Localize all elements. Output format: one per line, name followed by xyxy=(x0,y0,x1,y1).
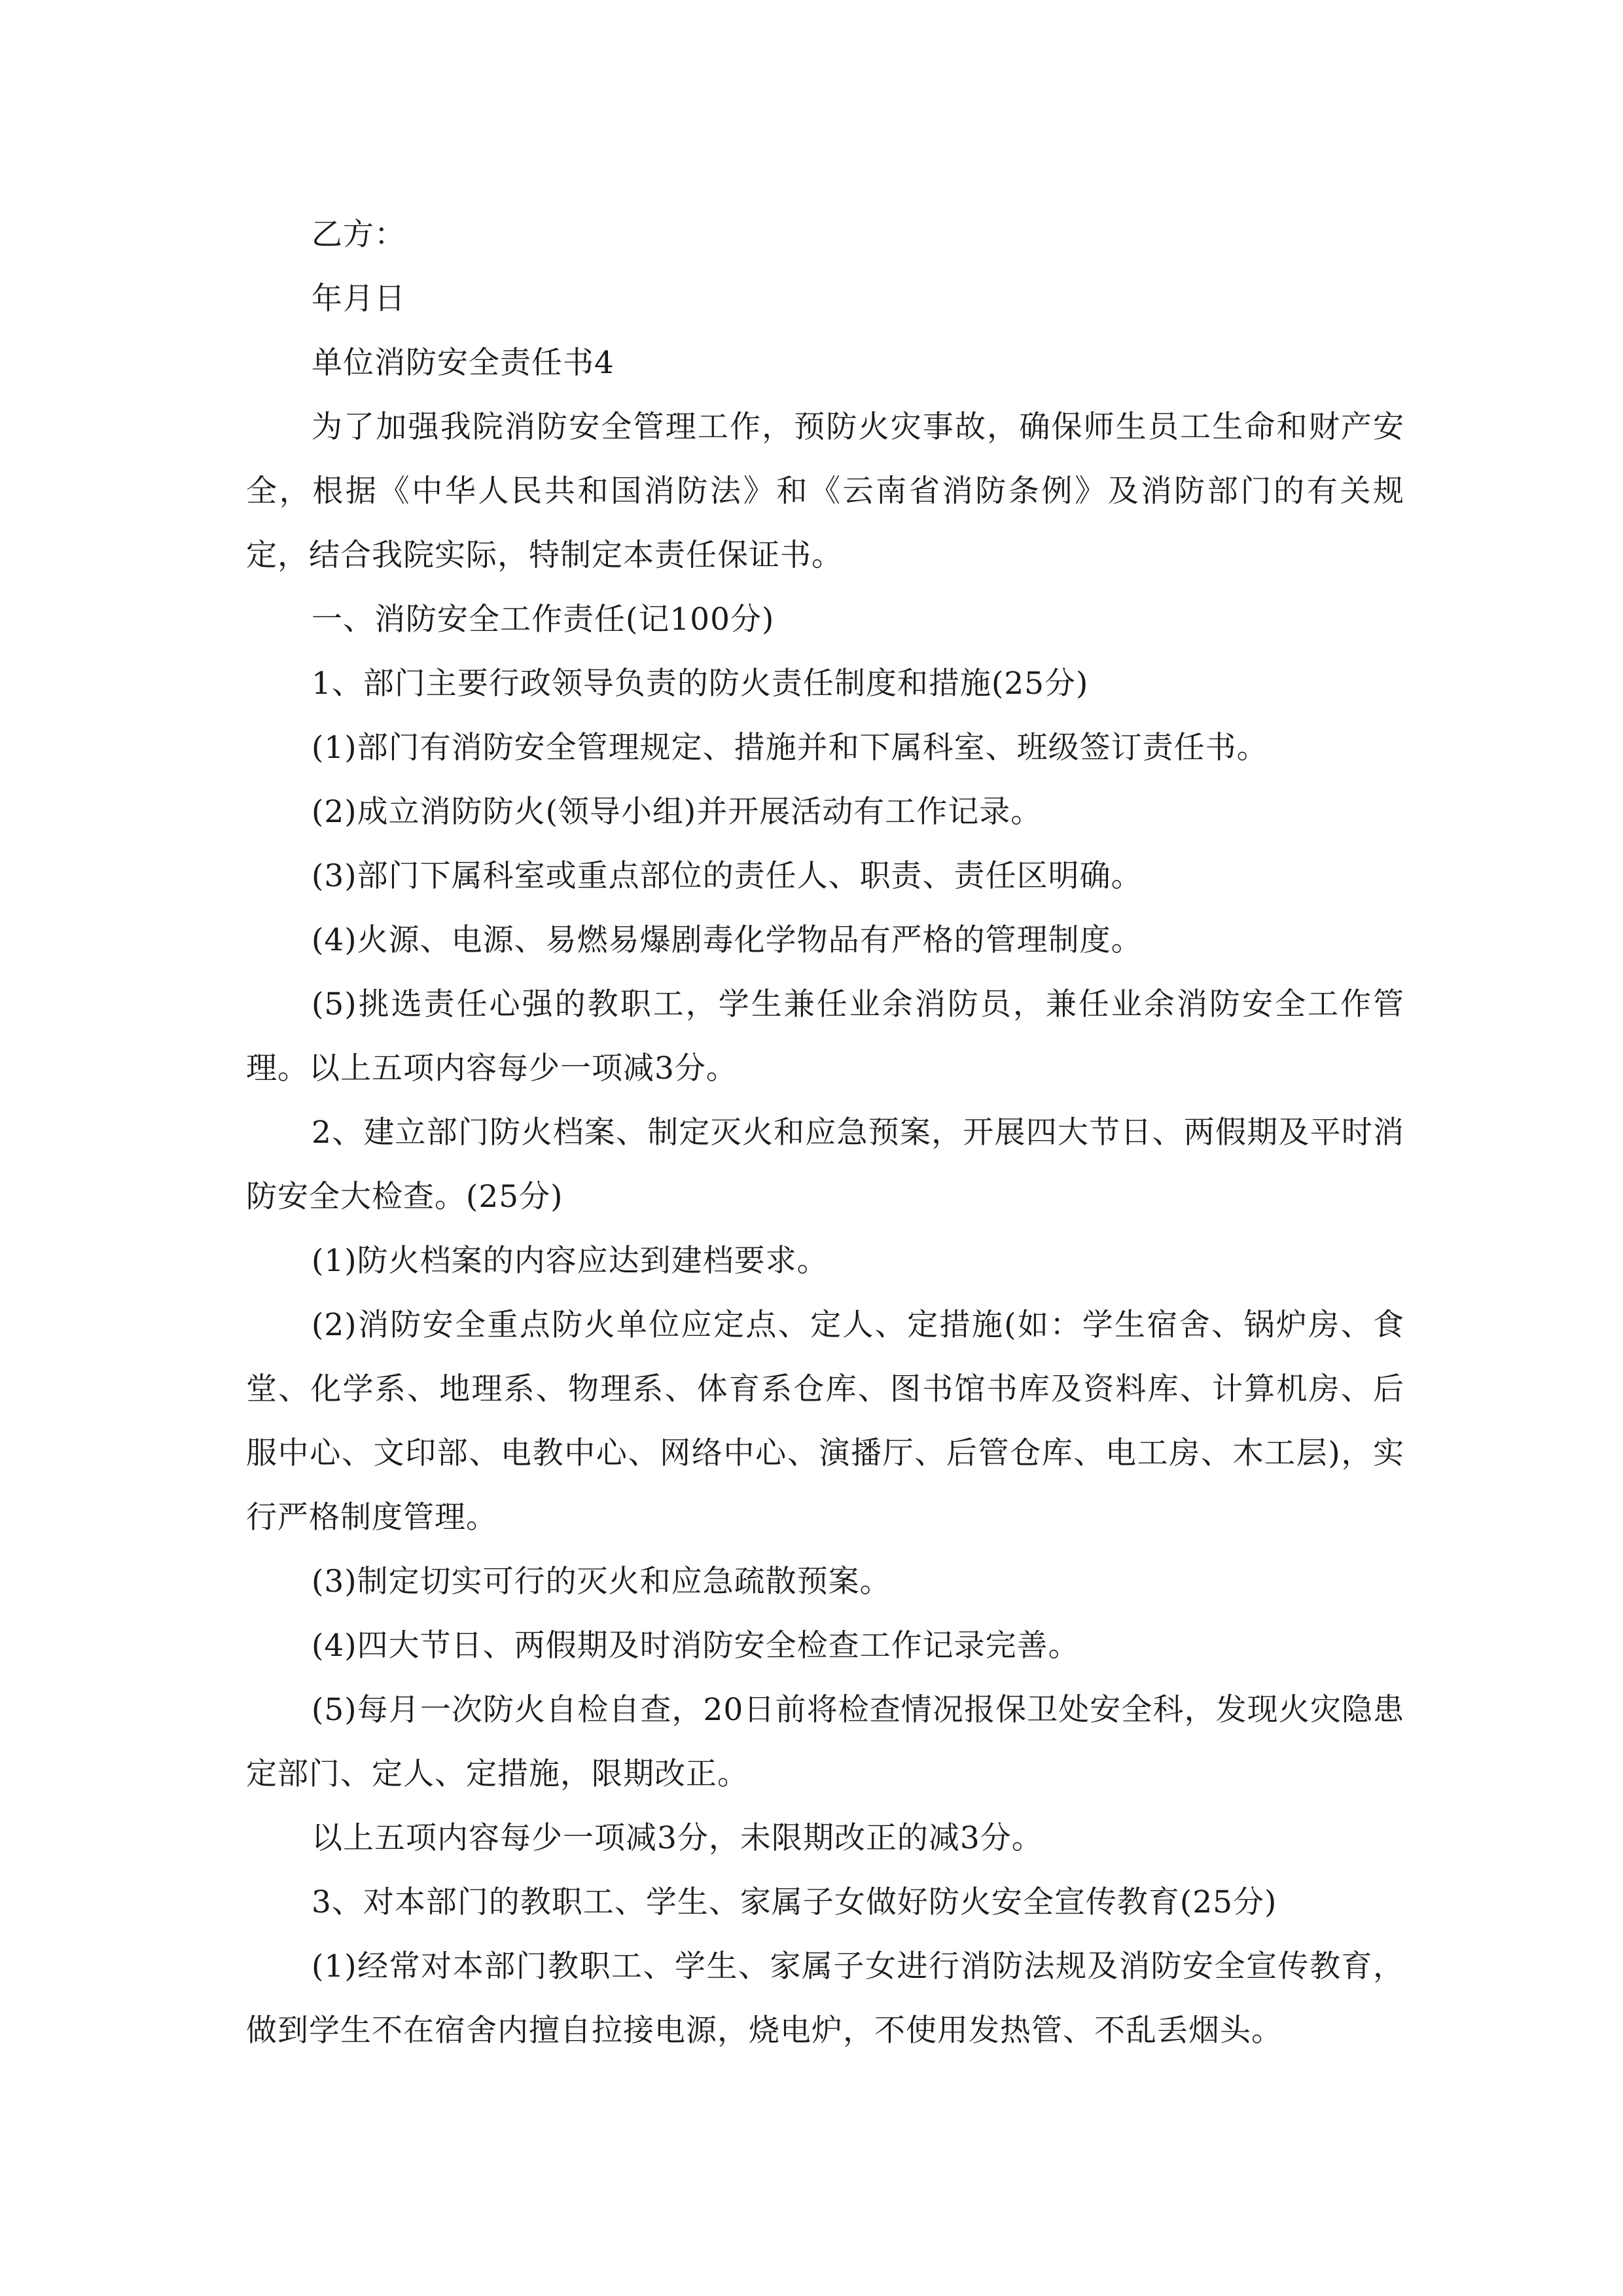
item-2-2: (2)消防安全重点防火单位应定点、定人、定措施(如：学生宿舍、锅炉房、食堂、化学系、地理系、物理系、体育系仓库、图书馆书库及资料库、计算机房、后服中心、文印部、电教中心、网络中心、演播厅、后管仓库、电工房、木工层)，实行严格制度管理。 xyxy=(246,1307,1404,1535)
item-1-4: (4)火源、电源、易燃易爆剧毒化学物品有严格的管理制度。 xyxy=(312,922,1143,958)
item-1-5: (5)挑选责任心强的教职工，学生兼任业余消防员，兼任业余消防安全工作管理。以上五项内容每少一项减3分。 xyxy=(246,986,1404,1086)
item-2-heading: 2、建立部门防火档案、制定灭火和应急预案，开展四大节日、两假期及平时消防安全大检查。(25分) xyxy=(246,1115,1404,1215)
item-3-1: (1)经常对本部门教职工、学生、家属子女进行消防法规及消防安全宣传教育，做到学生不在宿舍内擅自拉接电源，烧电炉，不使用发热管、不乱丢烟头。 xyxy=(246,1948,1404,2049)
item-2-3: (3)制定切实可行的灭火和应急疏散预案。 xyxy=(312,1564,891,1600)
item-3-heading: 3、对本部门的教职工、学生、家属子女做好防火安全宣传教育(25分) xyxy=(312,1884,1277,1920)
item-2-5: (5)每月一次防火自检自查，20日前将检查情况报保卫处安全科，发现火灾隐患定部门、定人、定措施，限期改正。 xyxy=(246,1692,1404,1792)
document-body xyxy=(246,203,1404,2063)
item-1-2: (2)成立消防防火(领导小组)并开展活动有工作记录。 xyxy=(312,794,1043,830)
intro-paragraph: 为了加强我院消防安全管理工作，预防火灾事故，确保师生员工生命和财产安全，根据《中华人民共和国消防法》和《云南省消防条例》及消防部门的有关规定，结合我院实际，特制定本责任保证书。 xyxy=(246,409,1404,573)
item-2-1: (1)防火档案的内容应达到建档要求。 xyxy=(312,1243,829,1279)
item-1-1: (1)部门有消防安全管理规定、措施并和下属科室、班级签订责任书。 xyxy=(312,730,1268,766)
item-1-heading: 1、部门主要行政领导负责的防火责任制度和措施(25分) xyxy=(312,666,1089,702)
item-2-scoring-note: 以上五项内容每少一项减3分，未限期改正的减3分。 xyxy=(312,1820,1043,1856)
item-2-4: (4)四大节日、两假期及时消防安全检查工作记录完善。 xyxy=(312,1628,1080,1664)
party-b-label: 乙方： xyxy=(312,217,406,253)
section-title: 单位消防安全责任书4 xyxy=(312,345,615,381)
heading-responsibility: 一、消防安全工作责任(记100分) xyxy=(312,601,775,637)
date-line: 年月日 xyxy=(312,281,406,317)
item-1-3: (3)部门下属科室或重点部位的责任人、职责、责任区明确。 xyxy=(312,858,1143,894)
